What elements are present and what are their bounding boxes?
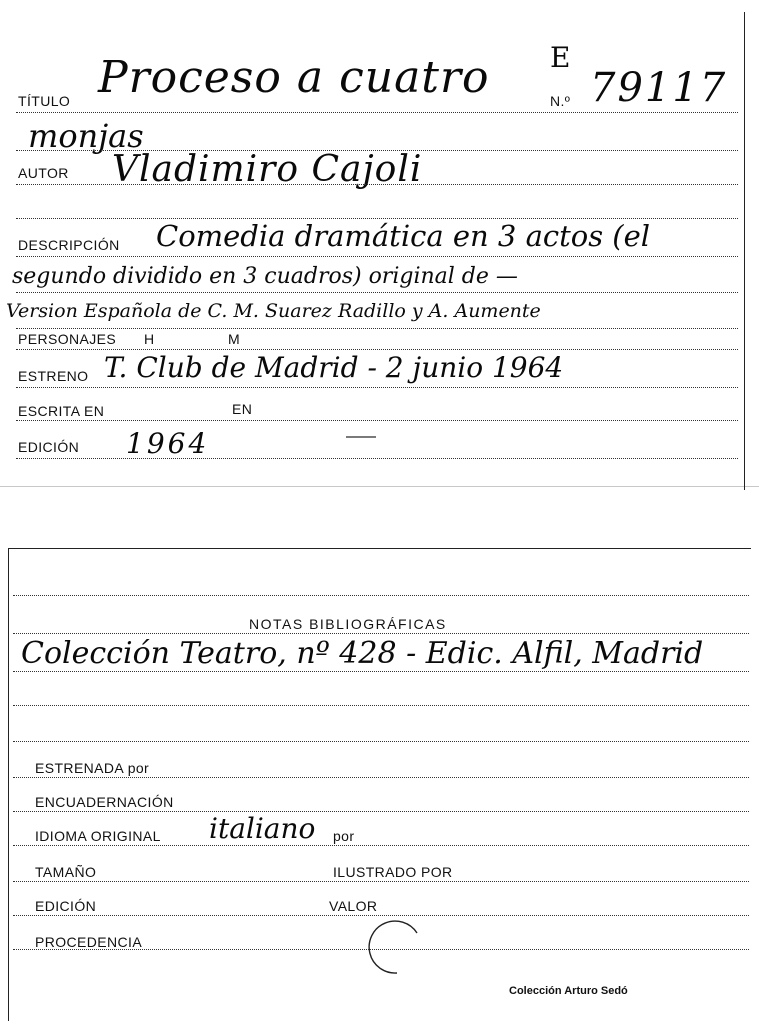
idioma-value: italiano: [209, 812, 316, 845]
idioma-label: IDIOMA ORIGINAL: [35, 828, 161, 844]
edicion-value: 1964: [126, 427, 210, 460]
scan-edge: [0, 486, 759, 487]
autor-value: Vladimiro Cajoli: [112, 149, 423, 190]
idioma-por-label: por: [333, 828, 355, 844]
rule: [16, 387, 738, 388]
notas-value: Colección Teatro, nº 428 - Edic. Alfil, Madrid: [21, 636, 704, 671]
personajes-m-label: M: [228, 331, 241, 347]
edicion-label: EDICIÓN: [18, 439, 80, 455]
edicion-label-bottom: EDICIÓN: [35, 898, 97, 914]
descripcion-line-1: Comedia dramática en 3 actos (el: [156, 219, 651, 253]
descripcion-line-2: segundo dividido en 3 cuadros) original de —: [12, 264, 518, 289]
en-label: EN: [232, 401, 253, 417]
titulo-value: Proceso a cuatro: [98, 52, 490, 103]
collection-credit: Colección Arturo Sedó: [509, 985, 628, 997]
rule: [13, 705, 749, 706]
procedencia-label: PROCEDENCIA: [35, 934, 143, 950]
rule: [16, 292, 738, 293]
valor-label: VALOR: [329, 898, 378, 914]
rule: [13, 881, 749, 882]
rule: [13, 915, 749, 916]
rule: [13, 633, 749, 634]
rule: [13, 845, 749, 846]
rule: [16, 349, 738, 350]
estreno-label: ESTRENO: [18, 368, 89, 384]
rule: [16, 328, 738, 329]
numero-prefix: E: [550, 41, 571, 74]
escrita-en-label: ESCRITA EN: [18, 403, 105, 419]
rule: [16, 420, 738, 421]
titulo-value-continued: monjas: [28, 117, 144, 155]
personajes-h-label: H: [144, 331, 155, 347]
rule: [16, 112, 738, 113]
descripcion-line-3: Version Española de C. M. Suarez Radillo y A. Aumente: [6, 300, 541, 322]
numero-value: 79117: [590, 65, 728, 111]
encuadernacion-label: ENCUADERNACIÓN: [35, 794, 174, 810]
ilustrado-label: ILUSTRADO POR: [333, 864, 453, 880]
scan-mark: [346, 436, 376, 438]
rule: [16, 458, 738, 459]
autor-label: AUTOR: [18, 165, 69, 181]
rule: [13, 595, 749, 596]
rule: [13, 811, 749, 812]
estrenada-label: ESTRENADA por: [35, 760, 150, 776]
numero-label: N.º: [550, 93, 571, 109]
rule: [16, 256, 738, 257]
rule: [13, 777, 749, 778]
estreno-value: T. Club de Madrid - 2 junio 1964: [104, 351, 564, 384]
descripcion-label: DESCRIPCIÓN: [18, 237, 120, 253]
personajes-label: PERSONAJES: [18, 331, 117, 347]
catalog-card-top: [2, 12, 745, 490]
rule: [13, 671, 749, 672]
catalog-card-bottom: [8, 548, 751, 1021]
rule: [13, 741, 749, 742]
tamano-label: TAMAÑO: [35, 864, 97, 880]
rule: [16, 184, 738, 185]
punch-hole-mark: [357, 919, 427, 979]
notas-heading: NOTAS BIBLIOGRÁFICAS: [249, 616, 447, 632]
titulo-label: TÍTULO: [18, 93, 71, 109]
